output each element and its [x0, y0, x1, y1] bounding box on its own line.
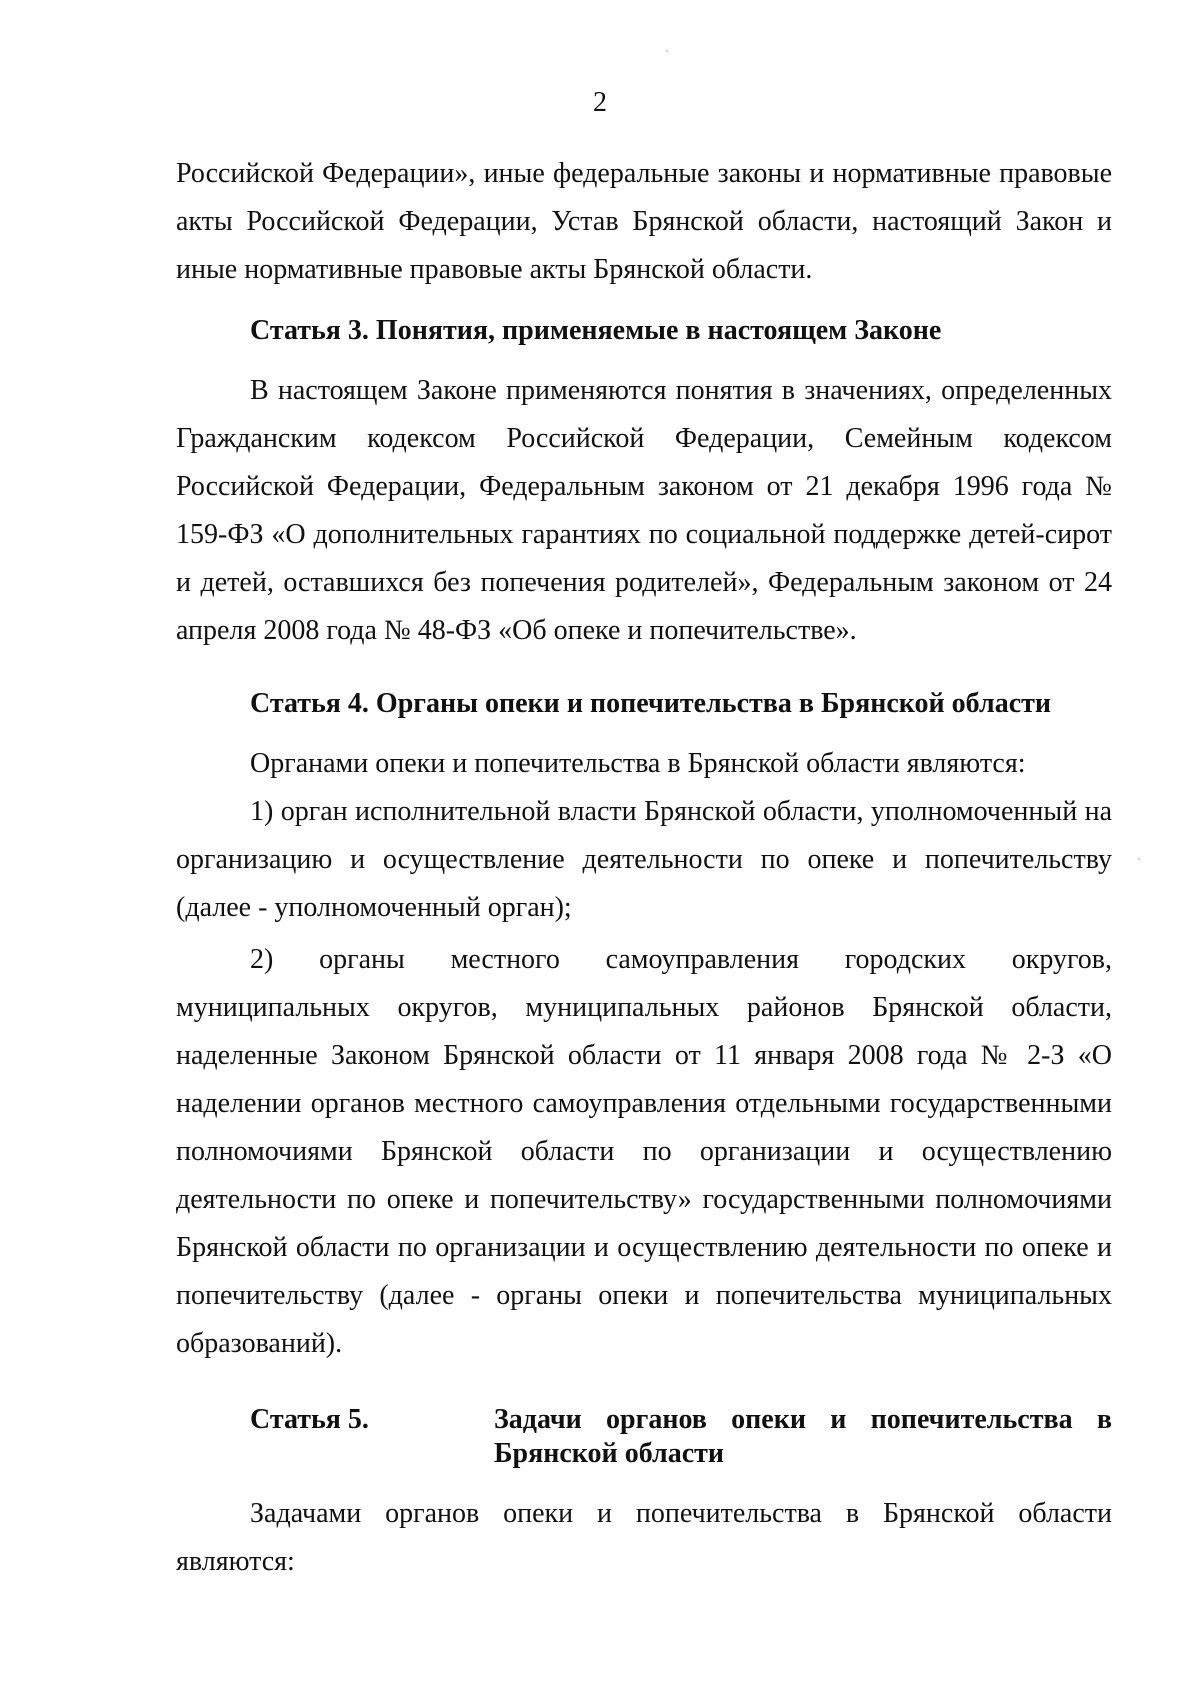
article-3: [176, 307, 1112, 355]
article-5-heading: [176, 1403, 1112, 1471]
scan-speck: [1138, 858, 1140, 860]
article-4-item-1: 1) орган исполнительной власти Брянской области, уполномоченный на организацию и осуществление деятельности по опеке и попечительству (далее - уполномоченный орган);: [176, 796, 1112, 923]
article-5-title: Задачи органов опеки и попечительства в Брянской области: [494, 1404, 1112, 1469]
article-4-item-2: 2) органы местного самоуправления городских округов, муниципальных округов, муниципальных районов Брянской области, наделенные Законом Брянской области от 11 января 2008 года № 2-З «О наделении органов местного самоуправления отдельными государственными полномочиями Брянской области по организации и осуществлению деятельности по опеке и попечительству» государственными полномочиями Брянской области по организации и осуществлению деятельности по опеке и попечительству (далее - органы опеки и попечительства муниципальных образований).: [176, 944, 1112, 1359]
article-4-intro: Органами опеки и попечительства в Брянской области являются:: [250, 748, 1026, 779]
article-4: [176, 680, 1112, 728]
article-5-paragraph: Задачами органов опеки и попечительства в Брянской области являются:: [176, 1498, 1112, 1577]
article-5: [176, 1403, 1112, 1471]
page-number: 2: [593, 87, 607, 118]
scan-speck: [666, 50, 668, 52]
article-4-body: [176, 740, 1112, 1368]
article-5-body: [176, 1490, 1112, 1586]
document-body: [176, 150, 1112, 294]
article-5-number: Статья 5.: [250, 1404, 369, 1435]
article-3-paragraph: В настоящем Законе применяются понятия в значениях, определенных Гражданским кодексом Российской Федерации, Семейным кодексом Российской Федерации, Федеральным законом от 21 декабря 1996 года № 159-ФЗ «О дополнительных гарантиях по социальной поддержке детей-сирот и детей, оставшихся без попечения родителей», Федеральным законом от 24 апреля 2008 года № 48-ФЗ «Об опеке и попечительстве».: [176, 375, 1112, 646]
article-4-heading: Статья 4. Органы опеки и попечительства в Брянской области: [250, 688, 1052, 719]
article-3-body: [176, 367, 1112, 655]
intro-paragraph: Российской Федерации», иные федеральные законы и нормативные правовые акты Российской Федерации, Устав Брянской области, настоящий Закон и иные нормативные правовые акты Брянской области.: [176, 158, 1112, 285]
article-3-heading: Статья 3. Понятия, применяемые в настоящем Законе: [250, 315, 942, 346]
